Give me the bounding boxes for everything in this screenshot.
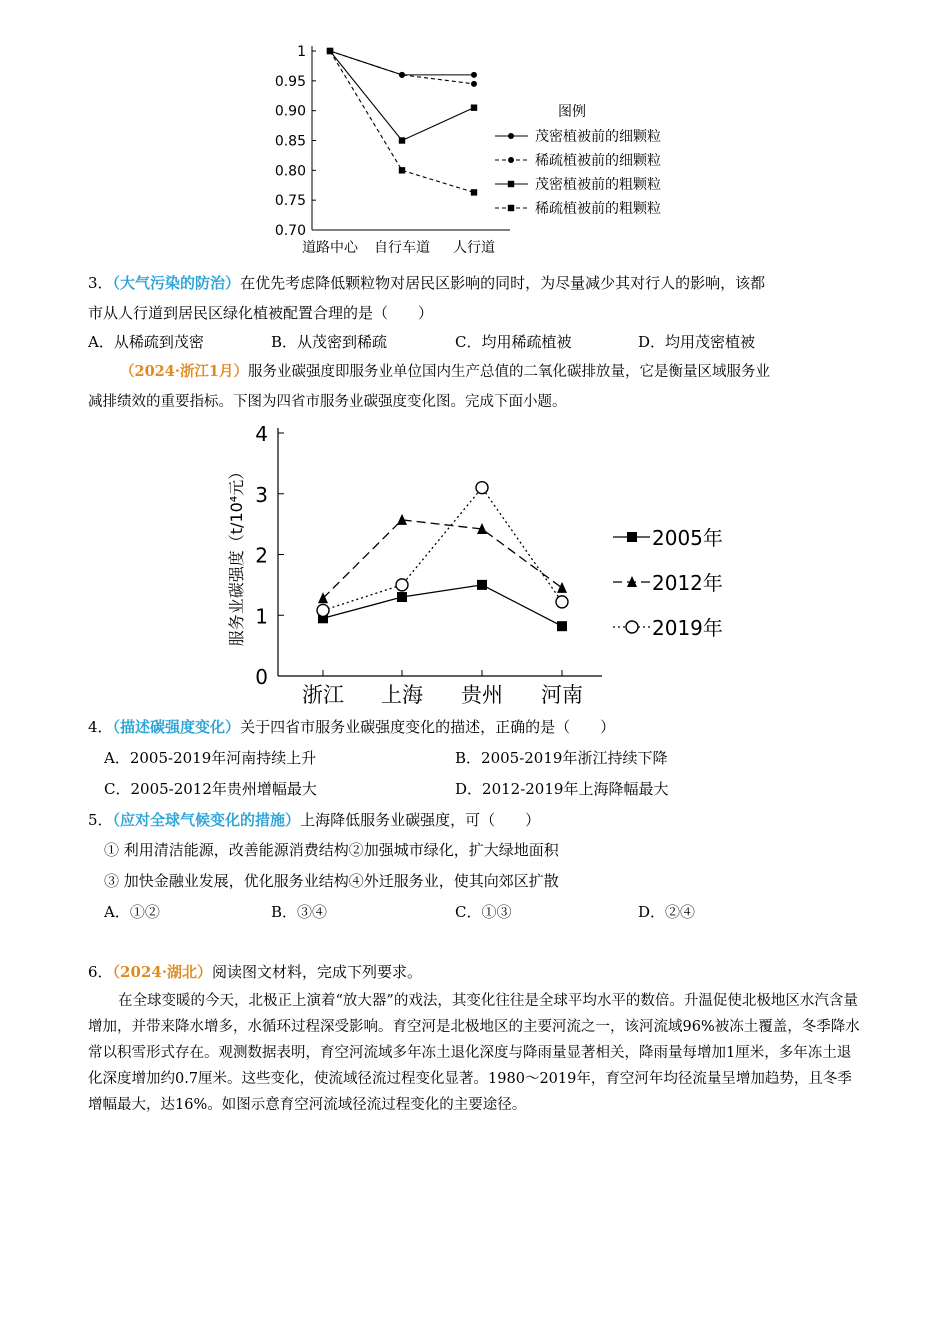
y-tick-label: 0.90 [274, 103, 306, 120]
data-point [397, 514, 407, 525]
legend-label: 茂密植被前的细颗粒 [535, 129, 661, 145]
legend-label: 2012年 [652, 571, 723, 595]
intro-text: 服务业碳强度即服务业单位国内生产总值的二氧化碳排放量，它是衡量区域服务业 [248, 364, 770, 380]
option-b: B．从茂密到稀疏 [271, 333, 388, 351]
data-point [557, 621, 567, 631]
data-point [399, 167, 405, 173]
data-point [317, 604, 329, 616]
question-number: 3． [88, 274, 113, 292]
legend-label: 2019年 [652, 616, 723, 640]
legend-title: 图例 [558, 104, 586, 120]
y-axis-label: 服务业碳强度（t/10⁴元） [227, 463, 246, 647]
data-point [397, 592, 407, 602]
x-tick-label: 贵州 [461, 683, 503, 707]
y-tick-label: 2 [255, 543, 268, 568]
question-tag: （描述碳强度变化） [112, 718, 241, 736]
source-tag: （2024·浙江1月） [120, 363, 248, 380]
question-6-stem [88, 962, 422, 982]
y-tick-label: 0.75 [274, 193, 306, 210]
intro-line2: 减排绩效的重要指标。下图为四省市服务业碳强度变化图。完成下面小题。 [88, 394, 567, 410]
series-line-2 [330, 51, 474, 84]
x-tick-label: 上海 [381, 683, 423, 707]
y-tick-label: 0.70 [274, 223, 306, 239]
y-tick-label: 1 [297, 44, 306, 60]
data-point [471, 72, 477, 78]
x-tick-label: 人行道 [453, 240, 495, 256]
data-point [327, 48, 333, 54]
question-3-line1 [88, 273, 765, 293]
option-b: B．③④ [271, 903, 328, 921]
data-point [471, 189, 477, 195]
question-number: 4． [88, 718, 113, 736]
option-a: A．2005-2019年河南持续上升 [104, 749, 317, 767]
series-line-1 [330, 51, 474, 75]
legend-marker [508, 133, 514, 139]
option-d: D．②④ [638, 903, 696, 921]
source-tag: （2024·湖北） [112, 963, 213, 981]
data-point [399, 137, 405, 143]
legend-marker [627, 532, 637, 542]
statement-line1: ① 利用清洁能源，改善能源消费结构②加强城市绿化，扩大绿地面积 [104, 841, 559, 859]
question-5-stem [88, 810, 540, 830]
option-d: D．2012-2019年上海降幅最大 [455, 780, 669, 798]
y-tick-label: 3 [255, 482, 268, 507]
material-paragraph: 在全球变暖的今天，北极正上演着“放大器”的戏法，其变化往往是全球平均水平的数倍。升温促使北极地区水汽含量增加，并带来降水增多，水循环过程深受影响。育空河是北极地区的主要河流之一，该河流域96%被冻土覆盖，冬季降水常以积雪形式存在。观测数据表明，育空河流域多年冻土退化深度与降雨量显著相关，降雨量每增加1厘米，多年冻土退化深度增加约0.7厘米。这些变化，使流域径流过程变化显著。1980～2019年，育空河年均径流量呈增加趋势，且冬季增幅最大，达16%。如图示意育空河流域径流过程变化的主要途径。 [88, 993, 860, 1113]
option-d: D．均用茂密植被 [638, 333, 756, 351]
data-point [477, 580, 487, 590]
y-tick-label: 0.80 [274, 163, 306, 180]
particle-ratio-chart [260, 38, 700, 263]
option-a: A．从稀疏到茂密 [88, 333, 204, 351]
series-line-2012年 [323, 520, 562, 598]
x-tick-label: 河南 [541, 683, 583, 707]
legend-marker [508, 181, 514, 187]
x-tick-label: 道路中心 [302, 240, 358, 256]
question-stem: 在优先考虑降低颗粒物对居民区影响的同时，为尽量减少其对行人的影响，该都 [240, 274, 766, 292]
carbon-intensity-chart [220, 420, 740, 710]
x-tick-label: 自行车道 [374, 240, 430, 256]
y-tick-label: 4 [255, 422, 268, 446]
question-stem: 阅读图文材料，完成下列要求。 [212, 963, 423, 981]
question-3-line2: 市从人行道到居民区绿化植被配置合理的是（ ） [88, 304, 434, 322]
y-tick-label: 1 [255, 604, 268, 629]
option-b: B．2005-2019年浙江持续下降 [455, 749, 668, 767]
option-c: C．均用稀疏植被 [455, 333, 572, 351]
data-point [471, 81, 477, 87]
statement-line2: ③ 加快金融业发展，优化服务业结构④外迁服务业，使其向郊区扩散 [104, 872, 559, 890]
data-point [556, 596, 568, 608]
legend-label: 2005年 [652, 526, 723, 550]
question-stem: 关于四省市服务业碳强度变化的描述，正确的是（ ） [240, 718, 616, 736]
y-tick-label: 0 [255, 665, 268, 689]
data-point [476, 482, 488, 494]
legend-marker [626, 621, 638, 633]
data-point [471, 104, 477, 110]
legend-label: 茂密植被前的粗颗粒 [535, 177, 661, 193]
question-number: 5． [88, 811, 113, 829]
legend-marker [508, 157, 514, 163]
option-c: C．①③ [455, 903, 512, 921]
legend-label: 稀疏植被前的细颗粒 [535, 153, 661, 169]
data-point [399, 72, 405, 78]
series-line-2019年 [323, 488, 562, 611]
option-a: A．①② [104, 903, 160, 921]
data-point [557, 582, 567, 593]
question-number: 6． [88, 963, 113, 981]
question-4-stem [88, 717, 615, 737]
intro-line1 [120, 362, 770, 382]
series-line-2005年 [323, 585, 562, 626]
y-tick-label: 0.85 [274, 133, 306, 150]
question-stem: 上海降低服务业碳强度，可（ ） [300, 811, 541, 829]
series-line-3 [330, 51, 474, 141]
legend-marker [508, 205, 514, 211]
option-c: C．2005-2012年贵州增幅最大 [104, 780, 317, 798]
data-point [396, 579, 408, 591]
question-tag: （大气污染的防治） [112, 274, 241, 292]
x-tick-label: 浙江 [302, 683, 344, 707]
y-tick-label: 0.95 [274, 73, 306, 90]
question-tag: （应对全球气候变化的措施） [112, 811, 301, 829]
legend-label: 稀疏植被前的粗颗粒 [535, 201, 661, 217]
